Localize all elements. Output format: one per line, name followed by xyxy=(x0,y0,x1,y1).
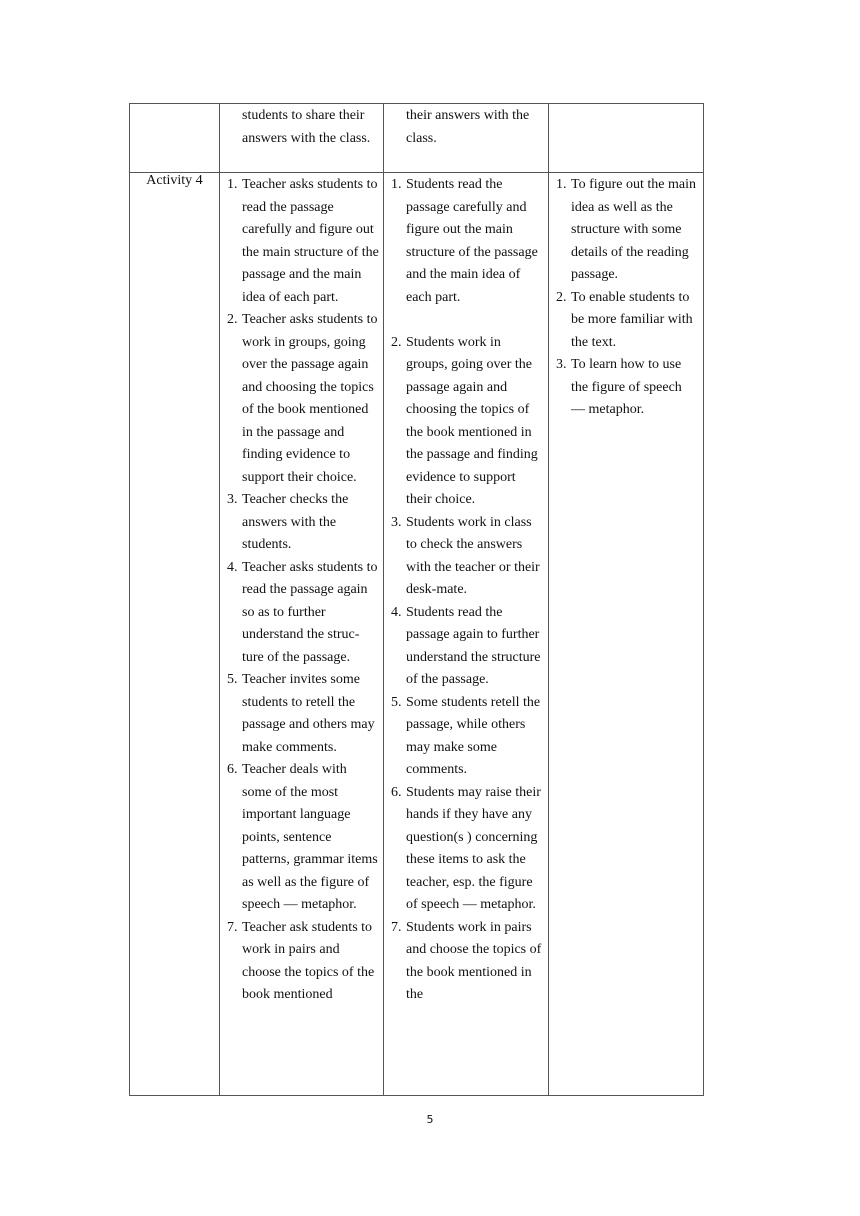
activity-label-cell xyxy=(130,173,220,1096)
student-step xyxy=(391,512,544,602)
student-step xyxy=(391,174,544,309)
list-item-number: 2. xyxy=(227,312,238,327)
activity-cell-empty xyxy=(130,104,220,173)
student-step xyxy=(391,602,544,692)
purpose-item xyxy=(556,354,699,422)
purpose-list xyxy=(549,173,703,424)
list-item-number: 6. xyxy=(391,784,402,800)
teacher-activity-list xyxy=(220,173,383,1009)
list-item-text: Students read the passage again to further understand the structure of the passage. xyxy=(406,604,541,687)
list-item-number: 2. xyxy=(391,334,402,350)
teacher-step xyxy=(227,917,379,1007)
purpose-item xyxy=(556,287,699,355)
teacher-step xyxy=(227,174,379,309)
teacher-step xyxy=(227,669,379,759)
page-number: 5 xyxy=(426,1113,434,1126)
list-item-text: Some students retell the passage, while others may make some comments. xyxy=(406,694,541,777)
student-activity-text: their answers with the class. xyxy=(406,108,530,146)
list-item-text: Teacher asks students to read the passage carefully and figure out the main structure of the passage and the main idea of each part. xyxy=(242,177,379,305)
student-step xyxy=(391,917,544,1007)
teacher-activity-cell xyxy=(220,104,384,173)
list-item-text: Teacher invites some students to retell the passage and others may make comments. xyxy=(242,672,375,755)
teacher-step xyxy=(227,309,379,489)
list-item-text: To figure out the main idea as well as the structure with some details of the reading passage. xyxy=(571,177,696,282)
list-item-text: Teacher ask students to work in pairs and choose the topics of the book mentioned xyxy=(242,919,375,1002)
list-item-number: 1. xyxy=(556,177,567,192)
list-item-text: Teacher asks students to read the passage again so as to further understand the struc-ture of the passage. xyxy=(242,559,378,665)
student-activity-list xyxy=(384,173,548,1009)
list-item-number: 3. xyxy=(227,492,238,507)
list-item-number: 1. xyxy=(227,177,238,192)
student-activity-cell xyxy=(384,104,549,173)
list-item-text: Students work in pairs and choose the topics of the book mentioned in the xyxy=(406,919,542,1002)
student-activity-cell xyxy=(384,173,549,1096)
teacher-step xyxy=(227,759,379,917)
list-item-number: 4. xyxy=(391,604,402,620)
list-item-number: 5. xyxy=(391,694,402,710)
student-step xyxy=(391,332,544,512)
list-item-text: To learn how to use the figure of speech — metaphor. xyxy=(571,357,682,417)
list-item-number: 3. xyxy=(391,514,402,530)
student-step xyxy=(391,692,544,782)
purpose-cell-empty xyxy=(549,104,704,173)
spacer xyxy=(391,309,544,332)
table-row-activity-4 xyxy=(130,173,704,1096)
list-item-number: 7. xyxy=(391,919,402,935)
list-item-text: Students work in groups, going over the passage again and choosing the topics of the book mentioned in the passage and finding evidence to support their choice. xyxy=(406,334,538,507)
teacher-step xyxy=(227,489,379,557)
purpose-item xyxy=(556,174,699,287)
list-item-text: Teacher asks students to work in groups, going over the passage again and choosing the topics of the book mentioned in the passage and finding evidence to support their choice. xyxy=(242,312,378,485)
list-item-text: To enable students to be more familiar with the text. xyxy=(571,289,693,350)
list-item-number: 4. xyxy=(227,559,238,575)
list-item-number: 1. xyxy=(391,177,402,192)
list-item-text: Students may raise their hands if they have any question(s ) concerning these items to ask the teacher, esp. the figure of speech — metaphor. xyxy=(406,784,541,912)
teacher-activity-cell xyxy=(220,173,384,1096)
teacher-step xyxy=(227,557,379,670)
list-item-number: 2. xyxy=(556,289,567,305)
purpose-cell xyxy=(549,173,704,1096)
student-step xyxy=(391,782,544,917)
list-item-text: Teacher deals with some of the most important language points, sentence patterns, grammar items as well as the figure of speech — metaphor. xyxy=(242,762,378,912)
list-item-number: 5. xyxy=(227,672,238,687)
list-item-text: Teacher checks the answers with the students. xyxy=(242,492,349,552)
list-item-text: Students read the passage carefully and figure out the main structure of the passage and the main idea of each part. xyxy=(406,177,538,305)
list-item-text: Students work in class to check the answers with the teacher or their desk-mate. xyxy=(406,514,540,597)
activity-label: Activity 4 xyxy=(146,173,203,188)
teacher-activity-text: students to share their answers with the class. xyxy=(242,108,371,146)
lesson-plan-table xyxy=(129,103,704,1096)
list-item-number: 6. xyxy=(227,762,238,777)
table-row-continued xyxy=(130,104,704,173)
list-item-number: 3. xyxy=(556,357,567,372)
list-item-number: 7. xyxy=(227,919,238,935)
